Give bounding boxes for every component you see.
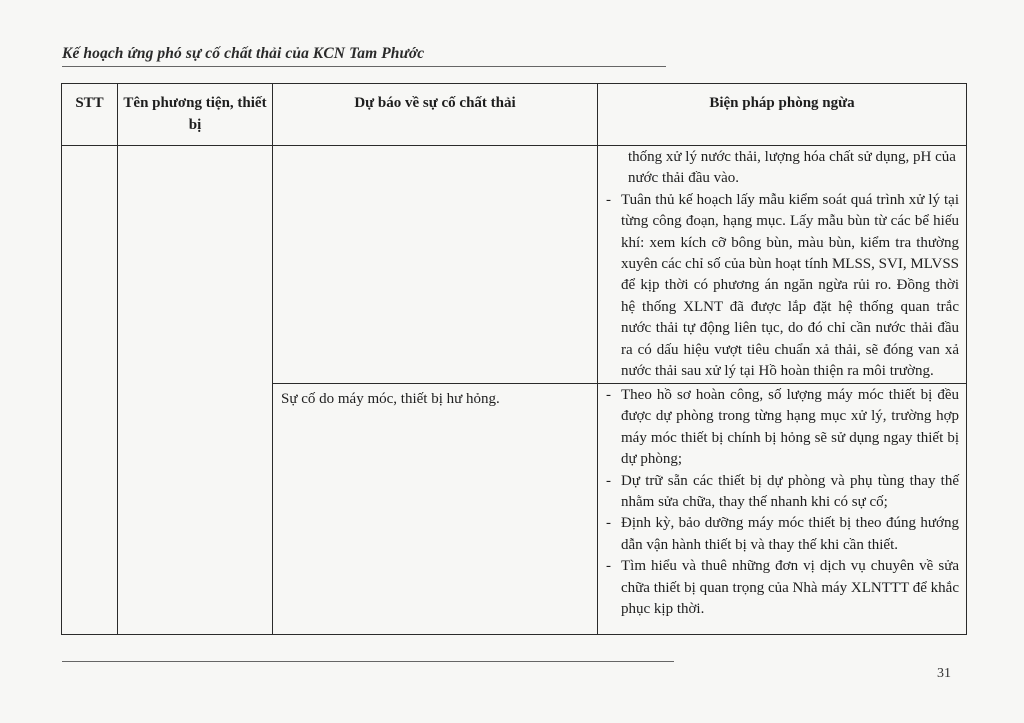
measure-item: - Theo hồ sơ hoàn công, số lượng máy móc thiết bị đều được dự phòng trong từng hạng mục xử lý, trường hợp máy móc thiết bị chính bị hỏng sẽ sử dụng ngay thiết bị dự phòng; — [606, 385, 959, 471]
measure-item: - Tìm hiểu và thuê những đơn vị dịch vụ chuyên về sửa chữa thiết bị quan trọng của Nhà máy XLNTTT để khắc phục kịp thời. — [606, 556, 959, 620]
measure-item: - Định kỳ, bảo dưỡng máy móc thiết bị theo đúng hướng dẫn vận hành thiết bị và thay thế khi cần thiết. — [606, 513, 959, 556]
footer-divider — [62, 661, 674, 662]
measure-item: - Dự trữ sẵn các thiết bị dự phòng và phụ tùng thay thế nhằm sửa chữa, thay thế nhanh khi có sự cố; — [606, 471, 959, 514]
incident-prevention-table — [61, 83, 967, 635]
column-header-stt: STT — [62, 84, 118, 146]
measure-item: thống xử lý nước thải, lượng hóa chất sử dụng, pH của nước thải đầu vào. — [628, 149, 956, 187]
forecast-cell — [273, 146, 598, 384]
header-divider — [62, 66, 666, 67]
forecast-cell: Sự cố do máy móc, thiết bị hư hỏng. — [273, 384, 598, 635]
measures-cell — [598, 146, 967, 384]
column-header-forecast: Dự báo về sự cố chất thải — [273, 84, 598, 146]
column-header-measures: Biện pháp phòng ngừa — [598, 84, 967, 146]
measures-cell — [598, 384, 967, 635]
measure-item: - Tuân thủ kế hoạch lấy mẫu kiểm soát quá trình xử lý tại từng công đoạn, hạng mục. Lấy mẫu bùn từ các bể hiếu khí: xem kích cỡ bông bùn, màu bùn, kiểm tra thường xuyên các chỉ số của bùn hoạt tính MLSS, SVI, MLVSS để kịp thời có phương án ngăn ngừa rủi ro. Đồng thời hệ thống XLNT đã được lắp đặt hệ thống quan trắc nước thải tự động liên tục, do đó chỉ cần nước thải đầu ra có dấu hiệu vượt tiêu chuẩn xả thải, sẽ đóng van xả nước thải sau xử lý tại Hồ hoàn thiện ra môi trường. — [606, 190, 959, 383]
table-row — [62, 146, 967, 384]
table-header-row — [62, 84, 967, 146]
device-cell — [118, 146, 273, 635]
document-header-title: Kế hoạch ứng phó sự cố chất thải của KCN Tam Phước — [62, 45, 425, 62]
page-number: 31 — [937, 666, 951, 681]
stt-cell — [62, 146, 118, 635]
column-header-device: Tên phương tiện, thiết bị — [118, 84, 273, 146]
